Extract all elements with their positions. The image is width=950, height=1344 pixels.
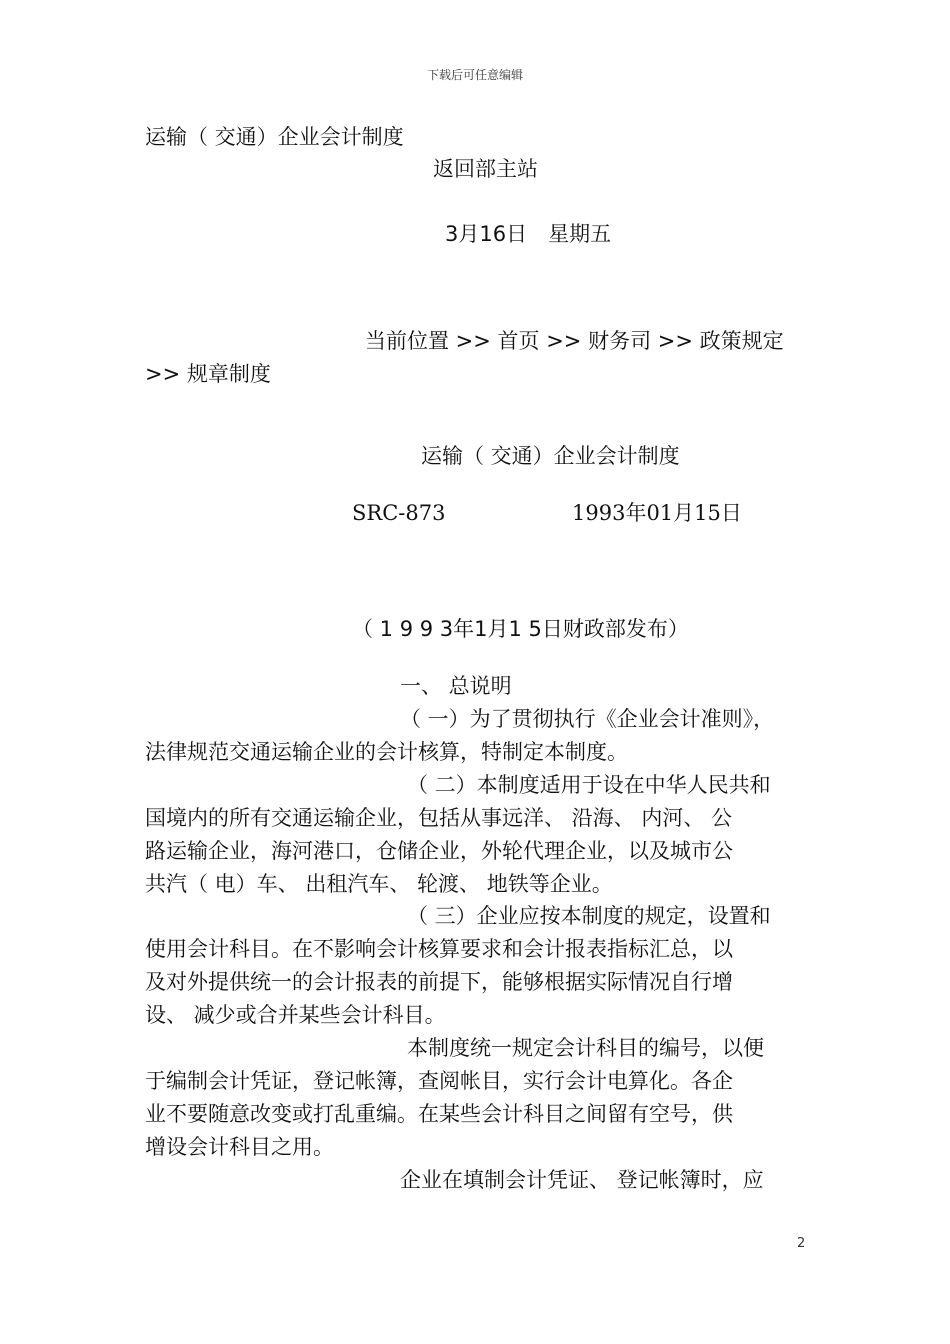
paragraph-1: [145, 703, 809, 769]
page-number: 2: [797, 1236, 806, 1251]
document-title-center: 运输（ 交通）企业会计制度: [421, 444, 680, 468]
paragraph-2: [145, 769, 809, 901]
paragraph-line: 共汽（ 电）车、 出租汽车、 轮渡、 地铁等企业。: [145, 872, 613, 896]
paragraph-line: 业不要随意改变或打乱重编。在某些会计科目之间留有空号，供: [145, 1102, 733, 1126]
return-home-link[interactable]: 返回部主站: [433, 157, 538, 181]
section-heading: 一、 总说明: [400, 674, 512, 698]
document-title-top: 运输（ 交通）企业会计制度: [145, 125, 404, 149]
breadcrumb-line-1[interactable]: 当前位置 >> 首页 >> 财务司 >> 政策规定: [365, 329, 784, 353]
paragraph-line: 增设会计科目之用。: [145, 1135, 334, 1159]
breadcrumb-line-2[interactable]: >> 规章制度: [145, 362, 271, 386]
publish-note: （ 1 9 9 3年1月1 5日财政部发布）: [352, 617, 689, 641]
paragraph-line: 及对外提供统一的会计报表的前提下，能够根据实际情况自行增: [145, 970, 733, 994]
paragraph-line: 企业在填制会计凭证、 登记帐簿时，应: [400, 1168, 764, 1192]
date-line: 3月16日 星期五: [445, 222, 612, 246]
paragraph-line: 使用会计科目。在不影响会计核算要求和会计报表指标汇总，以: [145, 937, 733, 961]
paragraph-line: 设、 减少或合并某些会计科目。: [145, 1003, 446, 1027]
paragraph-line: 国境内的所有交通运输企业，包括从事远洋、 沿海、 内河、 公: [145, 806, 733, 830]
paragraph-line: 本制度统一规定会计科目的编号，以便: [407, 1036, 764, 1060]
paragraph-line: 于编制会计凭证，登记帐簿，查阅帐目，实行会计电算化。各企: [145, 1069, 733, 1093]
paragraph-4: [145, 1032, 809, 1164]
paragraph-line: 路运输企业，海河港口，仓储企业，外轮代理企业，以及城市公: [145, 839, 733, 863]
paragraph-line: （ 一）为了贯彻执行《企业会计准则》，: [400, 707, 775, 731]
page-header-note: 下载后可任意编辑: [426, 68, 523, 82]
paragraph-line: （ 三）企业应按本制度的规定，设置和: [407, 904, 771, 928]
document-code: SRC-873: [352, 501, 446, 525]
document-date: 1993年01月15日: [572, 501, 742, 525]
breadcrumb-continued: [145, 358, 271, 391]
paragraph-line: （ 二）本制度适用于设在中华人民共和: [407, 773, 771, 797]
paragraph-3: [145, 900, 809, 1032]
paragraph-line: 法律规范交通运输企业的会计核算，特制定本制度。: [145, 740, 628, 764]
breadcrumb: [365, 325, 784, 358]
paragraph-5: [145, 1164, 809, 1197]
